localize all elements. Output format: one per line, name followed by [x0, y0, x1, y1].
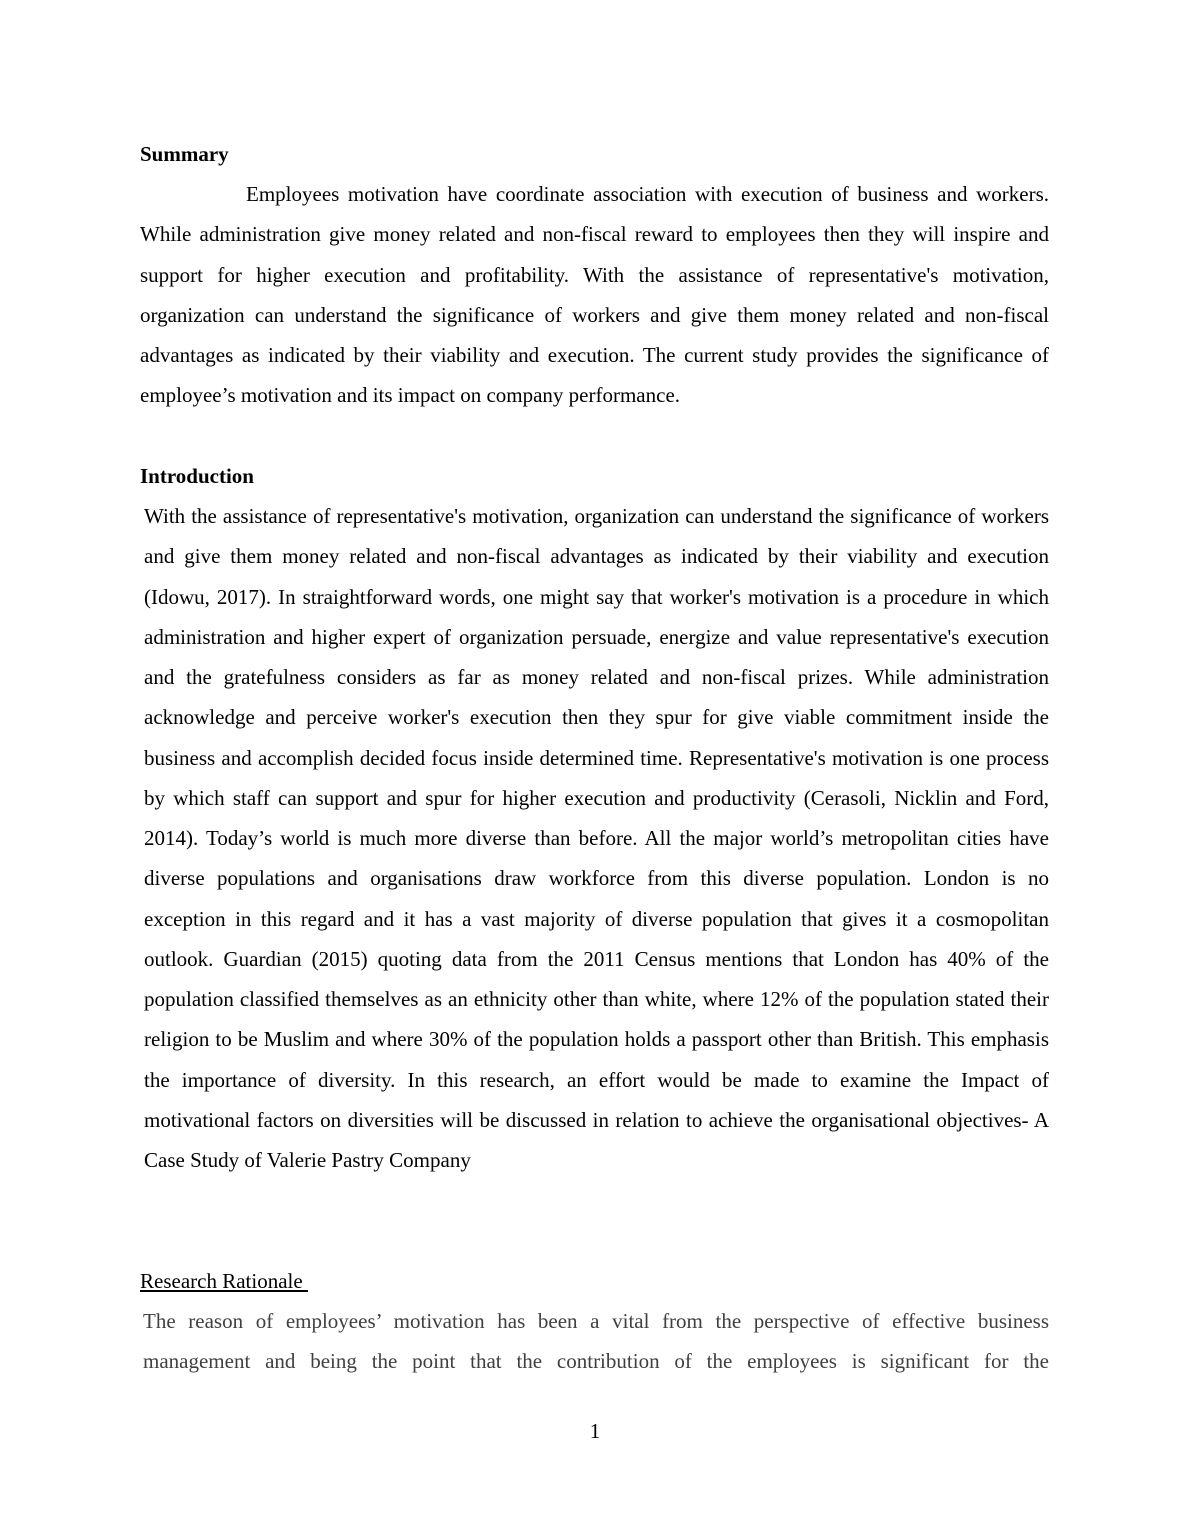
page-number: 1 — [589, 1419, 601, 1443]
research-rationale-heading: Research Rationale — [140, 1269, 308, 1293]
research-rationale-paragraph: The reason of employees’ motivation has been a vital from the perspective of effective business management and being the point that the contribution of the employees is significant for the — [143, 1309, 1049, 1374]
introduction-paragraph: With the assistance of representative's motivation, organization can understand the significance of workers and give them money related and non-fiscal advantages as indicated by their viability and execution (Idowu, 2017). In straightforward words, one might say that worker's motivation is a procedure in which administration and higher expert of organization persuade, energize and value representative's execution and the gratefulness considers as far as money related and non-fiscal prizes. While administration acknowledge and perceive worker's execution then they spur for give viable commitment inside the business and accomplish decided focus inside determined time. Representative's motivation is one process by which staff can support and spur for higher execution and productivity (Cerasoli, Nicklin and Ford, 2014). Today’s world is much more diverse than before. All the major world’s metropolitan cities have diverse populations and organisations draw workforce from this diverse population. London is no exception in this regard and it has a vast majority of diverse population that gives it a cosmopolitan outlook. Guardian (2015) quoting data from the 2011 Census mentions that London has 40% of the population classified themselves as an ethnicity other than white, where 12% of the population stated their religion to be Muslim and where 30% of the population holds a passport other than British. This emphasis the importance of diversity. In this research, an effort would be made to examine the Impact of motivational factors on diversities will be discussed in relation to achieve the organisational objectives- A Case Study of Valerie Pastry Company — [144, 504, 1049, 1172]
summary-heading: Summary — [140, 142, 229, 166]
introduction-heading: Introduction — [140, 464, 254, 488]
summary-paragraph: Employees motivation have coordinate association with execution of business and workers. While administration give money related and non-fiscal reward to employees then they will inspire and support for higher execution and profitability. With the assistance of representative's motivation, organization can understand the significance of workers and give them money related and non-fiscal advantages as indicated by their viability and execution. The current study provides the significance of employee’s motivation and its impact on company performance. — [140, 182, 1049, 408]
